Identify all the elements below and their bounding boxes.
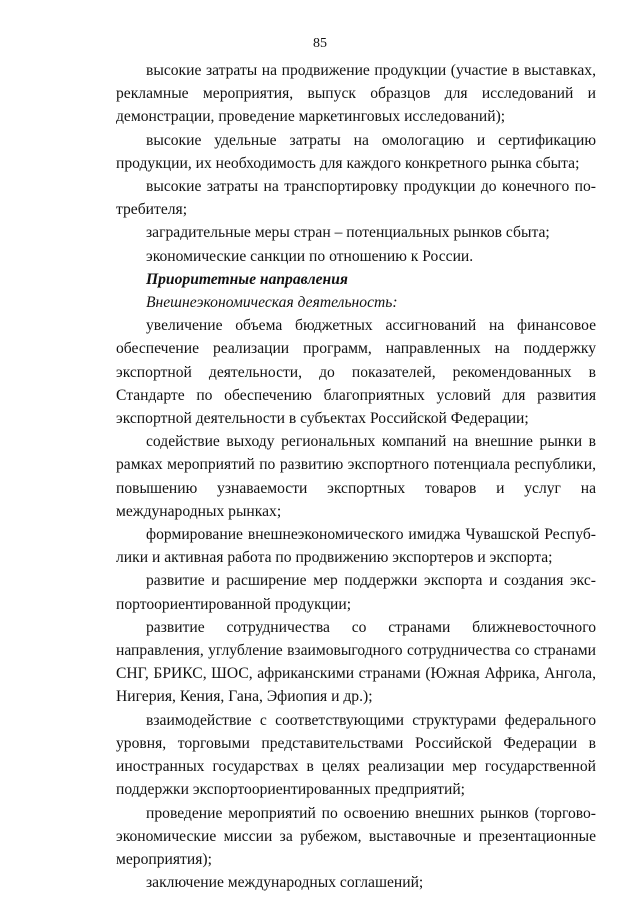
paragraph-certification-costs: высокие удельные затраты на омологацию и сертификацию продукции, их необходимость для каждого конкретного рынка сбыта;: [116, 131, 596, 172]
page-number: 85: [313, 36, 327, 51]
paragraph-agreements: заключение международных соглашений;: [146, 874, 424, 892]
paragraph-federal-interaction: взаимодействие с соответствующими структурами федерального уровня, торговыми представительствами Российской Федерации в иностранных государствах в целях реализации мер государственной поддержки экспортоориентированных предприятий;: [116, 711, 596, 799]
paragraph-promotion-costs: высокие затраты на продвижение продукции (участие в выставках, рекламные мероприятия, выпуск образцов для исследований и демонстрации, проведение маркетинговых исследований);: [116, 62, 596, 126]
paragraph-budget-allocations: увеличение объема бюджетных ассигнований на финансовое обеспечение реализации программ, направленных на поддержку экспортной деятельности, до показателей, рекомендованных в Стандарте по обеспечению благоприятных условий для развития экспортной деятельности в субъектах Российской Федерации;: [116, 317, 596, 428]
paragraph-sanctions: экономические санкции по отношению к России.: [146, 247, 474, 265]
paragraph-transport-costs: высокие затраты на транспортировку продукции до конечного потребителя;: [116, 178, 596, 219]
subsection-heading-foreign-trade: Внешнеэкономическая деятельность:: [146, 294, 398, 312]
paragraph-export-support: развитие и расширение мер поддержки экспорта и создания экспортоориентированной продукции;: [116, 572, 596, 613]
paragraph-image-formation: формирование внешнеэкономического имиджа Чувашской Республики и активная работа по продвижению экспортеров и экспорта;: [116, 526, 596, 567]
paragraph-regional-companies: содействие выходу региональных компаний на внешние рынки в рамках мероприятий по развитию экспортного потенциала республики, повышению узнаваемости экспортных товаров и услуг на международных рынках;: [116, 433, 596, 520]
paragraph-cooperation: развитие сотрудничества со странами ближневосточного направления, углубление взаимовыгодного сотрудничества со странами СНГ, БРИКС, ШОС, африканскими странами (Южная Африка, Ангола, Нигерия, Кения, Гана, Эфиопия и др.);: [116, 618, 596, 706]
paragraph-market-events: проведение мероприятий по освоению внешних рынков (торгово-экономические миссии за рубежом, выставочные и презентационные мероприятия);: [116, 804, 596, 868]
page-body: [116, 59, 596, 894]
section-heading-priorities: Приоритетные направления: [146, 270, 348, 288]
paragraph-protective-measures: заградительные меры стран – потенциальных рынков сбыта;: [146, 224, 550, 242]
